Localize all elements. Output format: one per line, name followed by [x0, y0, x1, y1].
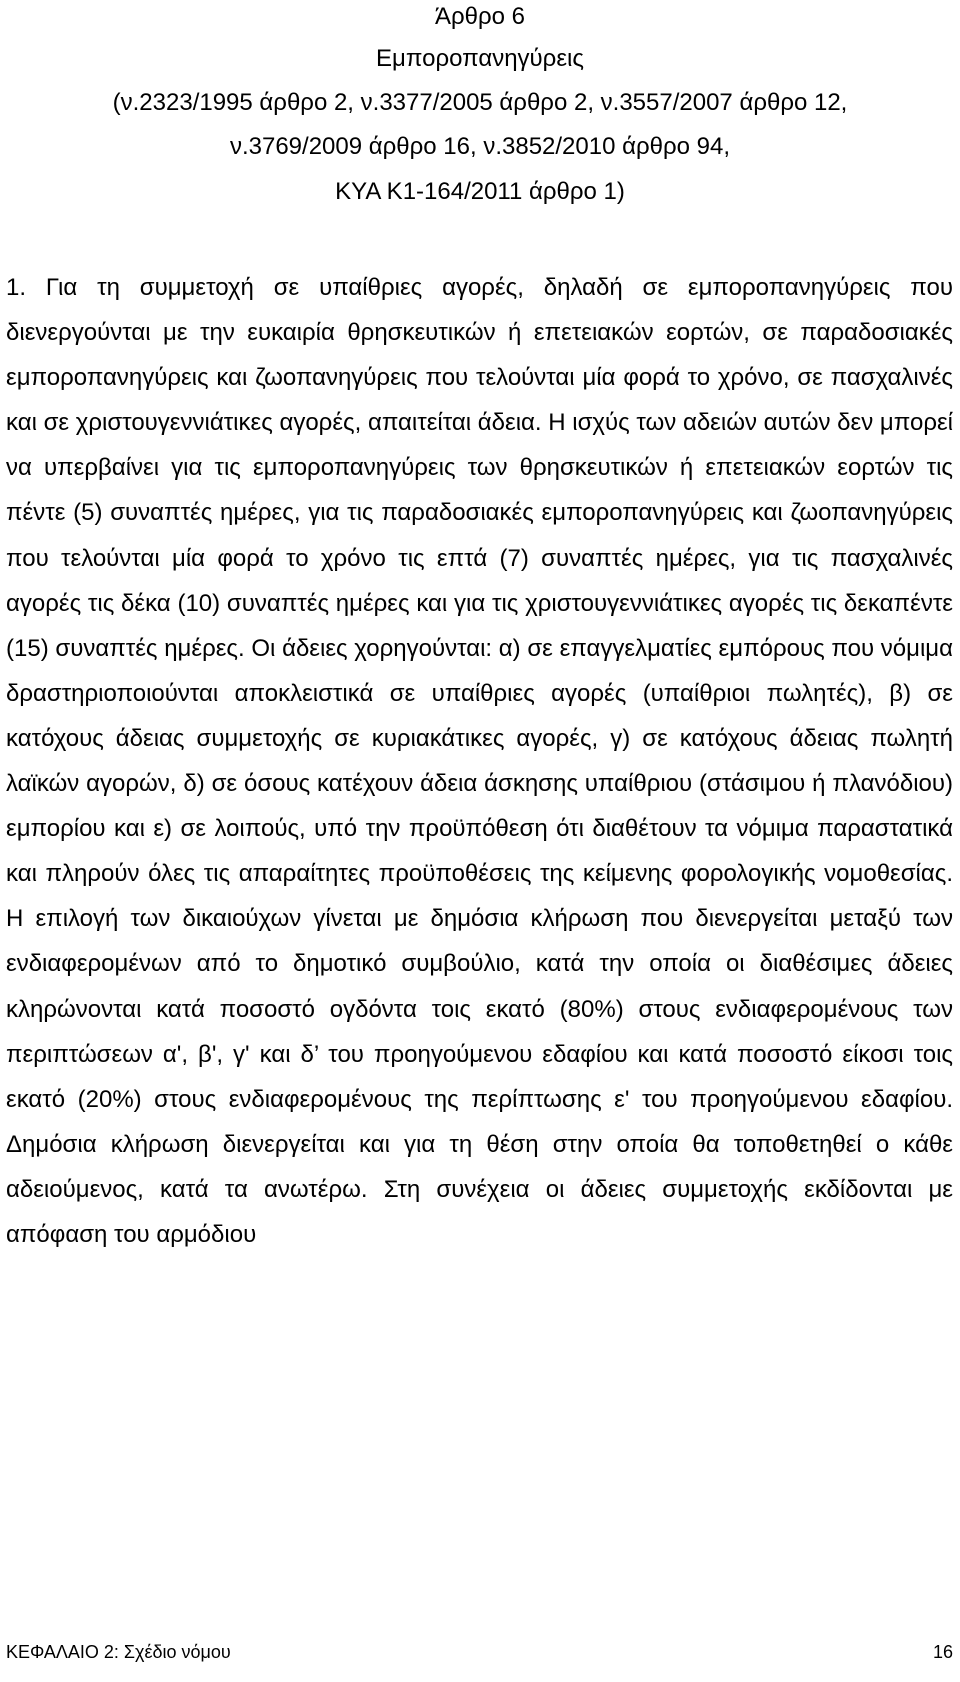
page-footer [6, 1640, 953, 1664]
footer-chapter-label: ΚΕΦΑΛΑΙΟ 2: Σχέδιο νόμου [6, 1642, 231, 1662]
legal-references-line-3: ΚΥΑ Κ1-164/2011 άρθρο 1) [335, 178, 625, 205]
legal-references-line-2: ν.3769/2009 άρθρο 16, ν.3852/2010 άρθρο 94, [229, 133, 731, 160]
article-title: Εμποροπανηγύρεις [376, 45, 584, 72]
body-paragraph-1: 1. Για τη συμμετοχή σε υπαίθριες αγορές, δηλαδή σε εμποροπανηγύρεις που διενεργούνται με την ευκαιρία θρησκευτικών ή επετειακών εορτών, σε παραδοσιακές εμποροπανηγύρεις και ζωοπανηγύρεις που τελούνται μία φορά το χρόνο, σε πασχαλινές και σε χριστουγεννιάτικες αγορές, απαιτείται άδεια. Η ισχύς των αδειών αυτών δεν μπορεί να υπερβαίνει για τις εμποροπανηγύρεις των θρησκευτικών ή επετειακών εορτών τις πέντε (5) συναπτές ημέρες, για τις παραδοσιακές εμποροπανηγύρεις και ζωοπανηγύρεις που τελούνται μία φορά το χρόνο τις επτά (7) συναπτές ημέρες, για τις πασχαλινές αγορές τις δέκα (10) συναπτές ημέρες και για τις χριστουγεννιάτικες αγορές τις δεκαπέντε (15) συναπτές ημέρες. Οι άδειες χορηγούνται: α) σε επαγγελματίες εμπόρους που νόμιμα δραστηριοποιούνται αποκλειστικά σε υπαίθριες αγορές (υπαίθριοι πωλητές), β) σε κατόχους άδειας συμμετοχής σε κυριακάτικες αγορές, γ) σε κατόχους άδειας πωλητή λαϊκών αγορών, δ) σε όσους κατέχουν άδεια άσκησης υπαίθριου (στάσιμου ή πλανόδιου) εμπορίου και ε) σε λοιπούς, υπό την προϋπόθεση ότι διαθέτουν τα νόμιμα παραστατικά και πληρούν όλες τις απαραίτητες προϋποθέσεις της κείμενης φορολογικής νομοθεσίας. Η επιλογή των δικαιούχων γίνεται με δημόσια κλήρωση που διενεργείται μεταξύ των ενδιαφερομένων από το δημοτικό συμβούλιο, κατά την οποία οι διαθέσιμες άδειες κληρώνονται κατά ποσοστό ογδόντα τοις εκατό (80%) στους ενδιαφερομένους των περιπτώσεων α', β', γ' και δ’ του προηγούμενου εδαφίου και κατά ποσοστό είκοσι τοις εκατό (20%) στους ενδιαφερομένους της περίπτωσης ε' του προηγούμενου εδαφίου. Δημόσια κλήρωση διενεργείται και για τη θέση στην οποία θα τοποθετηθεί ο κάθε αδειούμενος, κατά τα ανωτέρω. Στη συνέχεια οι άδειες συμμετοχής εκδίδονται με απόφαση του αρμόδιου [6, 274, 953, 1248]
page-number: 16 [932, 1642, 953, 1662]
article-number: Άρθρο 6 [434, 3, 526, 30]
legal-references-line-1: (ν.2323/1995 άρθρο 2, ν.3377/2005 άρθρο 2, ν.3557/2007 άρθρο 12, [112, 89, 848, 116]
